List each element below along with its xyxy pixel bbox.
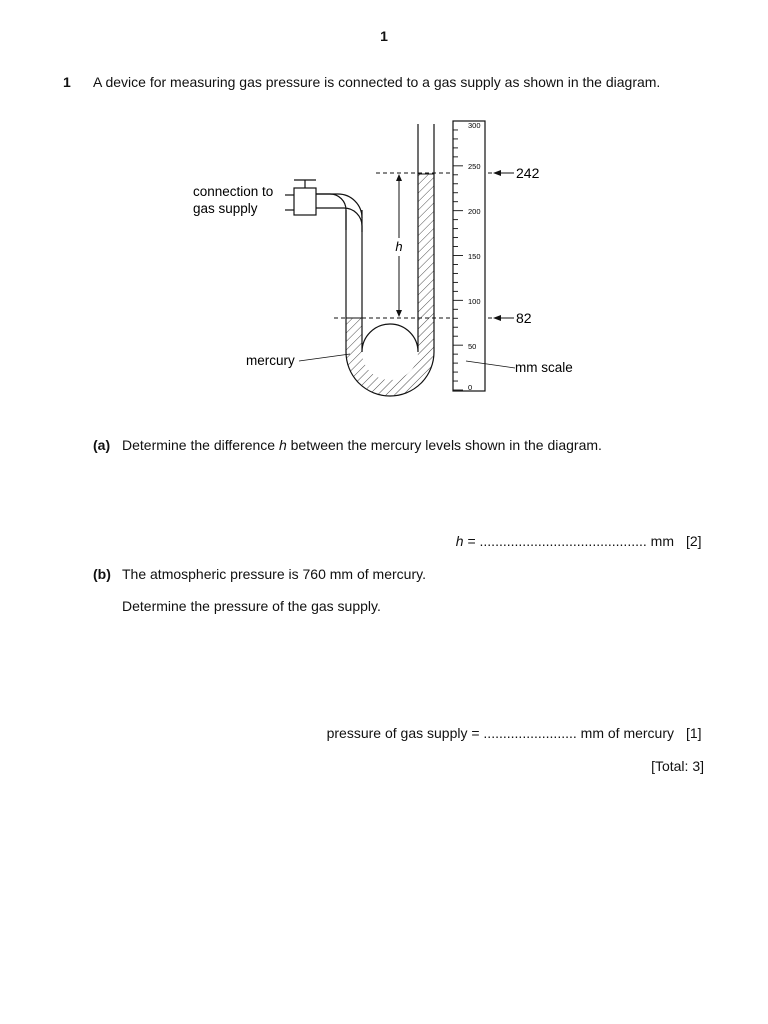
part-a-var: h	[278, 437, 287, 453]
page-number: 1	[380, 28, 388, 44]
connection-label-line1: connection to	[193, 184, 274, 199]
connection-label-line2: gas supply	[193, 201, 258, 216]
total-marks: [Total: 3]	[651, 758, 704, 774]
mercury-label: mercury	[246, 353, 295, 368]
part-a-question	[122, 437, 602, 453]
scale-label-300: 300	[468, 121, 481, 130]
part-b-label: (b)	[93, 566, 111, 582]
question-number: 1	[63, 74, 71, 90]
part-a-answer-var: h	[455, 533, 464, 549]
part-b-text2: Determine the pressure of the gas supply.	[122, 598, 381, 614]
scale-label-100: 100	[468, 297, 481, 306]
scale-label-150: 150	[468, 252, 481, 261]
part-a-text-after: between the mercury levels shown in the diagram.	[286, 437, 602, 453]
part-a-answer-eq: = ........................................... mm	[463, 533, 674, 549]
part-b-answer-line: pressure of gas supply = ........................ mm of mercury	[326, 725, 674, 741]
marker-242: 242	[516, 165, 540, 181]
scale-label: mm scale	[515, 360, 573, 375]
scale-label-200: 200	[468, 207, 481, 216]
scale-label-0: 0	[468, 383, 473, 392]
question-stem: A device for measuring gas pressure is connected to a gas supply as shown in the diagram.	[93, 74, 661, 90]
marker-82: 82	[516, 310, 532, 326]
part-a-text-before: Determine the difference	[122, 437, 279, 453]
part-a-label: (a)	[93, 437, 111, 453]
part-b-text1: The atmospheric pressure is 760 mm of mercury.	[122, 566, 426, 582]
valve	[294, 188, 316, 215]
manometer-diagram	[0, 0, 768, 420]
scale-label-250: 250	[468, 162, 481, 171]
part-a-marks: [2]	[686, 533, 702, 549]
part-b-marks: [1]	[686, 725, 702, 741]
h-label: h	[395, 239, 403, 254]
mercury-leader	[299, 354, 350, 361]
connection-bend-inner	[316, 208, 362, 232]
part-a-answer-line	[456, 533, 674, 549]
scale-label-50: 50	[468, 342, 477, 351]
